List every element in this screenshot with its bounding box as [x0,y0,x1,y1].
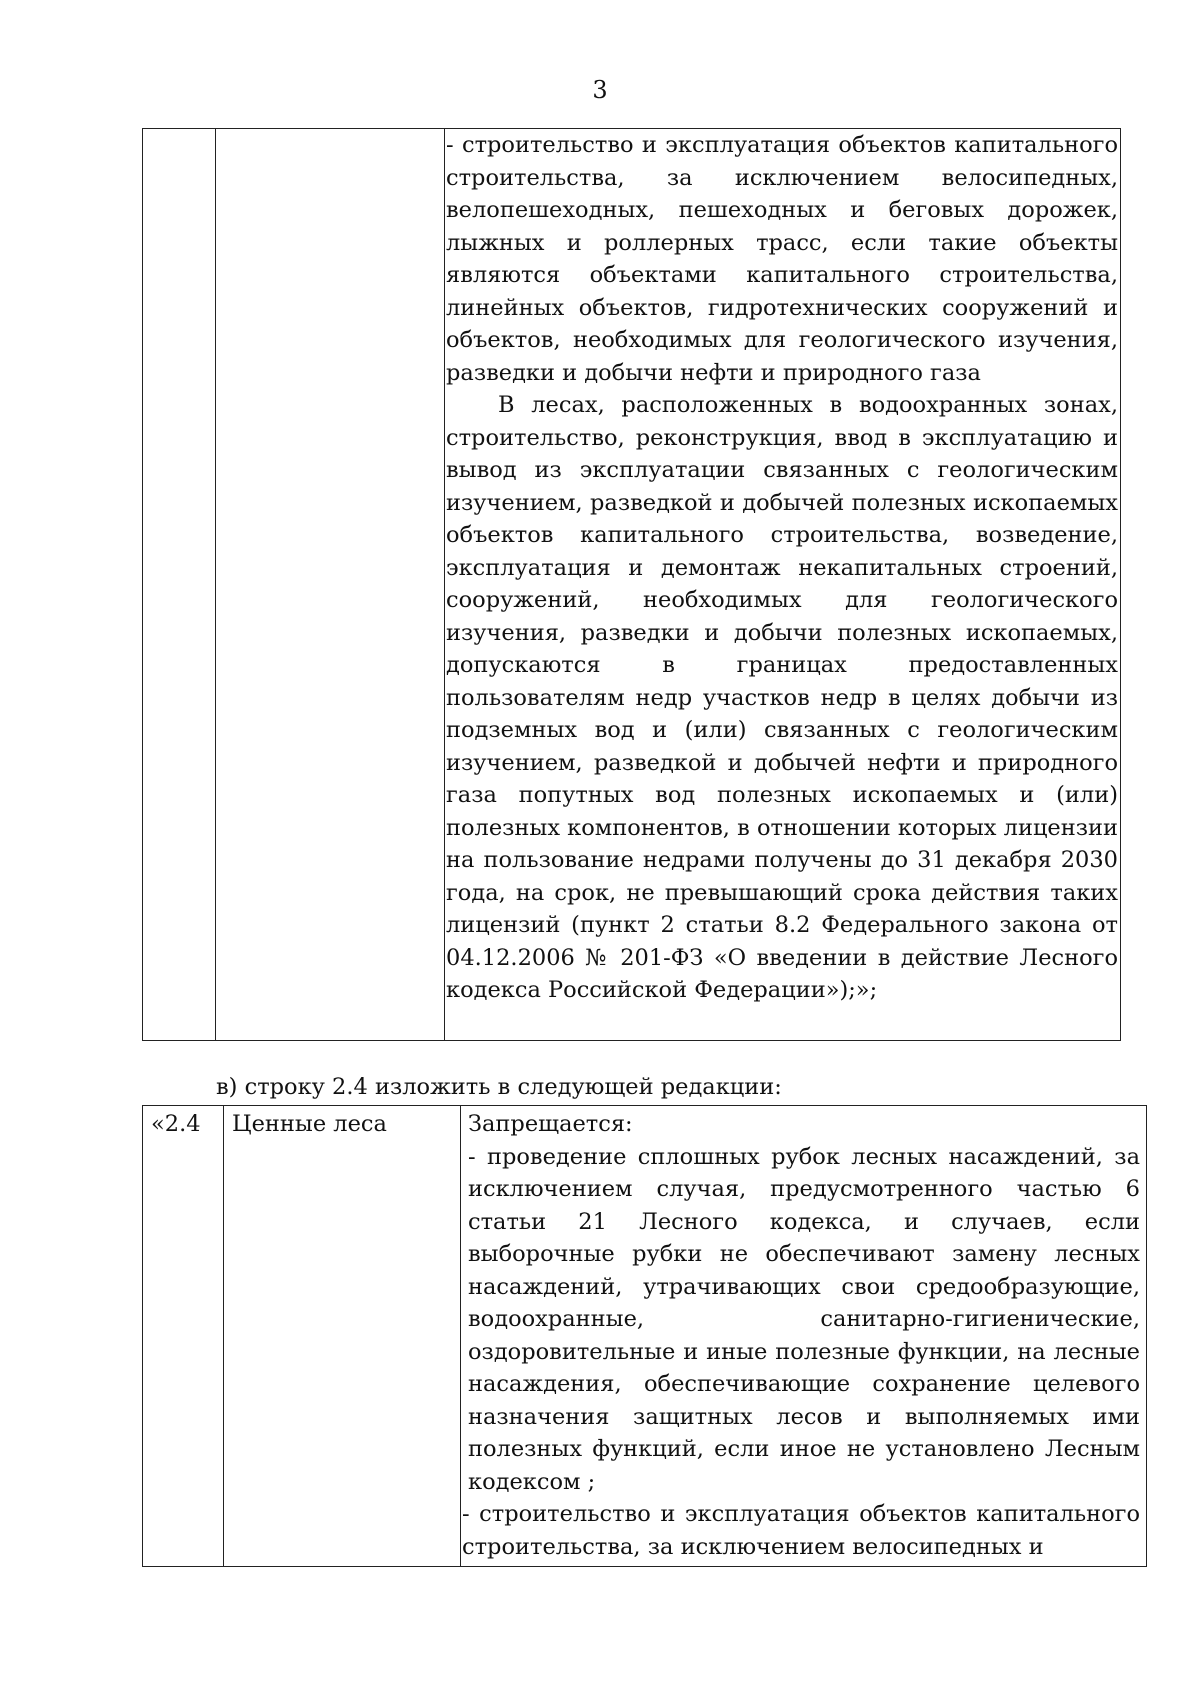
restriction-paragraph: - строительство и эксплуатация объектов капитального строительства, за исключением велосипедных и [462,1501,1140,1560]
restrictions-cell [461,1106,1147,1567]
restriction-paragraph: В лесах, расположенных в водоохранных зонах, строительство, реконструкция, ввод в эксплуатацию и вывод из эксплуатации связанных с геологическим изучением, разведкой и добычей полезных ископаемых объектов капитального строительства, возведение, эксплуатация и демонтаж некапитальных строений, сооружений, необходимых для геологического изучения, разведки и добычи полезных ископаемых, допускаются в границах предоставленных пользователям недр участков недр в целях добычи из подземных вод и (или) связанных с геологическим изучением, разведкой и добычей нефти и природного газа попутных вод полезных ископаемых и (или) полезных компонентов, в отношении которых лицензии на пользование недрами получены до 31 декабря 2030 года, на срок, не превышающий срока действия таких лицензий (пункт 2 статьи 8.2 Федерального закона от 04.12.2006 № 201-ФЗ «О введении в действие Лесного кодекса Российской Федерации»);»; [446,392,1118,1003]
row-number-cell [143,129,216,1041]
restrictions-cell [445,129,1121,1041]
table-row [143,129,1121,1041]
restriction-paragraph: - строительство и эксплуатация объектов капитального строительства, за исключением велосипедных, велопешеходных, пешеходных и беговых дорожек, лыжных и роллерных трасс, если такие объекты являются объектами капитального строительства, линейных объектов, гидротехнических сооружений и объектов, необходимых для геологического изучения, разведки и добычи нефти и природного газа [446,132,1118,386]
page-number: 3 [592,76,608,104]
restriction-paragraph: - проведение сплошных рубок лесных насаждений, за исключением случая, предусмотренного частью 6 статьи 21 Лесного кодекса, и случаев, если выборочные рубки не обеспечивают замену лесных насаждений, утрачивающих свои средообразующие, водоохранные, санитарно-гигиенические, оздоровительные и иные полезные функции, на лесные насаждения, обеспечивающие сохранение целевого назначения защитных лесов и выполняемых ими полезных функций, если иное не установлено Лесным кодексом ; [468,1143,1140,1495]
row-name-cell [216,129,445,1041]
regulation-table-continued [142,128,1121,1041]
amendment-lead-line: в) строку 2.4 изложить в следующей редакции: [216,1074,782,1100]
restriction-paragraph: Запрещается: [468,1111,633,1137]
row-number-cell: «2.4 [143,1106,224,1567]
regulation-table-row-2-4 [142,1105,1147,1567]
table-row [143,1106,1147,1567]
row-name-cell: Ценные леса [224,1106,461,1567]
